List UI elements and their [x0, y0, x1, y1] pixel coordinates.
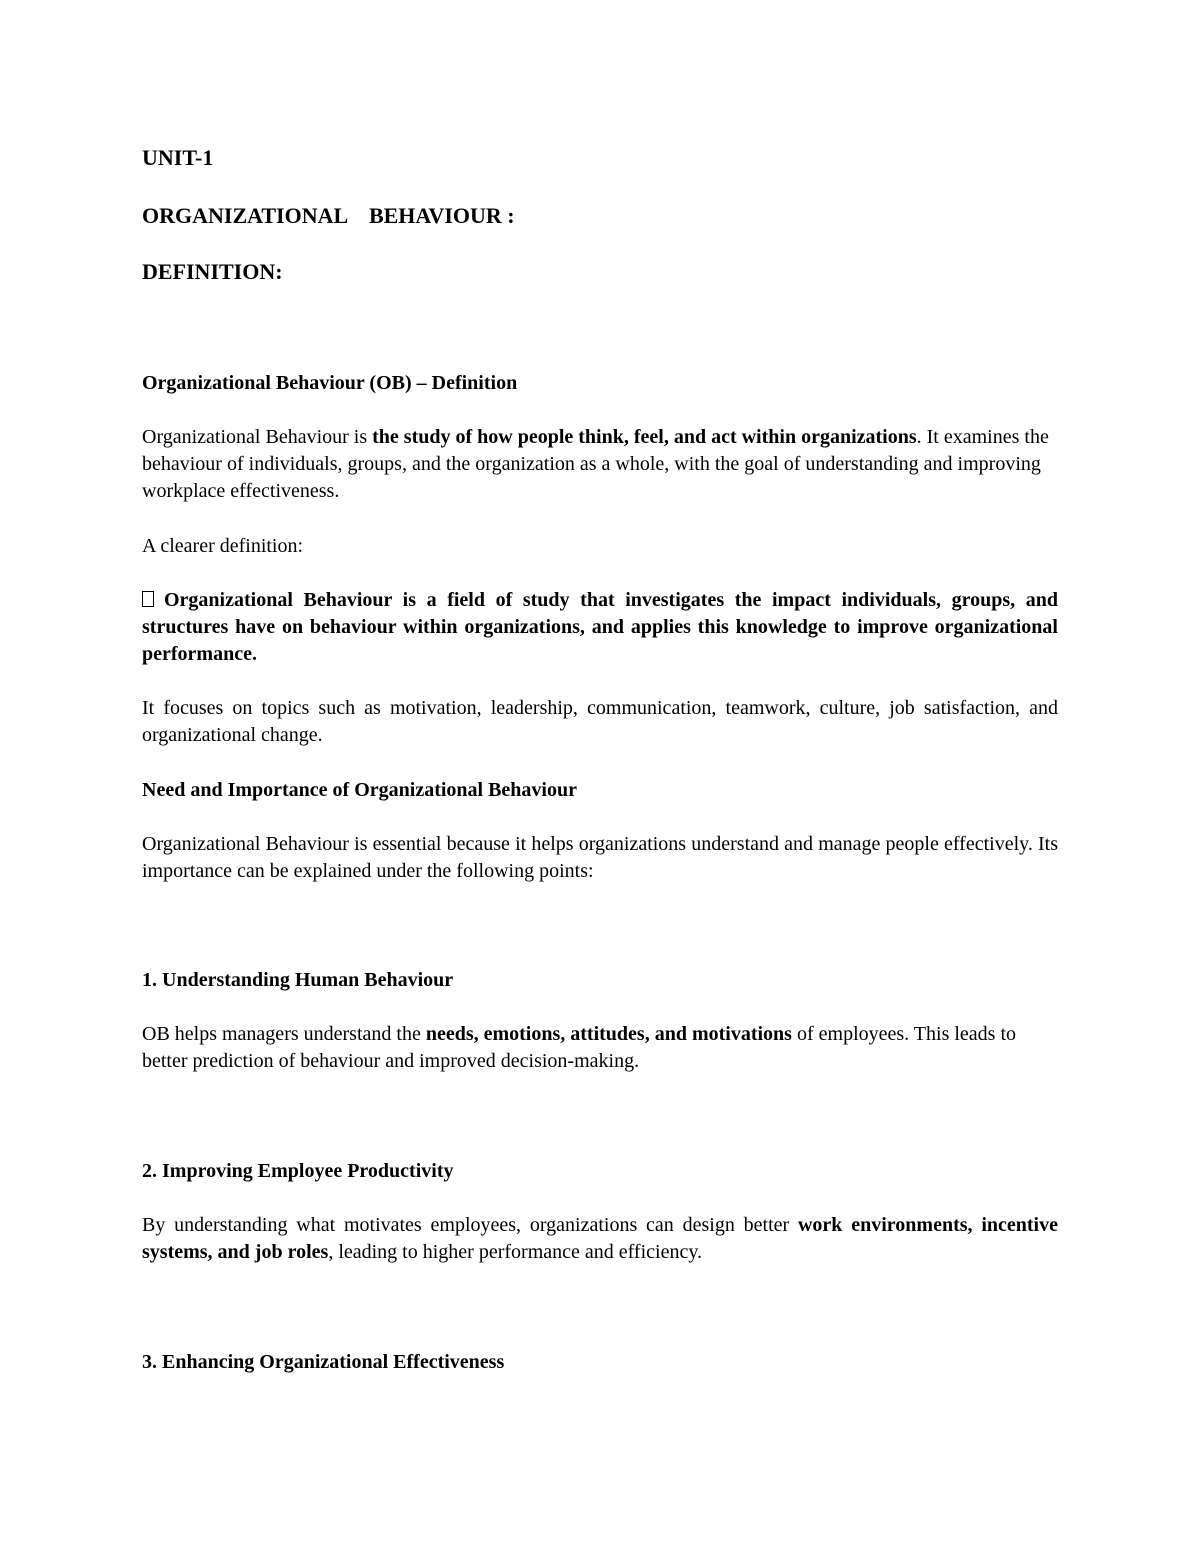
point-2-heading: 2. Improving Employee Productivity — [142, 1160, 454, 1182]
point-3-heading: 3. Enhancing Organizational Effectiveness — [142, 1351, 505, 1373]
bullet-definition — [142, 587, 1058, 668]
bullet-definition-text: Organizational Behaviour is a field of study that investigates the impact individuals, groups, and structures have on behaviour within organizations, and applies this knowledge to improve organizational performance. — [142, 589, 1058, 665]
definition-heading: DEFINITION: — [142, 259, 283, 284]
focus-paragraph: It focuses on topics such as motivation, leadership, communication, teamwork, culture, job satisfaction, and organizational change. — [142, 697, 1058, 746]
unit-heading: UNIT-1 — [142, 145, 214, 170]
ob-para-text-a: Organizational Behaviour is — [142, 426, 373, 448]
clearer-definition-label: A clearer definition: — [142, 535, 304, 557]
point-1-text-c: of employees. This leads to better prediction of behaviour and improved decision-making. — [142, 1023, 1017, 1072]
need-importance-heading: Need and Importance of Organizational Behaviour — [142, 779, 577, 801]
box-bullet-icon — [142, 591, 154, 607]
point-2-text-bold: work environments, incentive systems, and job roles — [142, 1214, 1058, 1263]
point-2-paragraph — [142, 1212, 1058, 1266]
point-1-heading: 1. Understanding Human Behaviour — [142, 969, 454, 991]
point-1-text-a: OB helps managers understand the — [142, 1023, 426, 1045]
point-2-text-c: , leading to higher performance and efficiency. — [328, 1241, 703, 1263]
point-1-text-bold: needs, emotions, attitudes, and motivations — [425, 1023, 792, 1045]
ob-para-text-bold: the study of how people think, feel, and act within organizations — [372, 426, 917, 448]
ob-definition-heading: Organizational Behaviour (OB) – Definition — [142, 372, 518, 394]
ob-definition-paragraph — [142, 424, 1058, 505]
point-2-text-a: By understanding what motivates employees, organizations can design better — [142, 1214, 798, 1236]
ob-para-text-c: . It examines the behaviour of individuals, groups, and the organization as a whole, with the goal of understanding and improving workplace effectiveness. — [142, 426, 1049, 502]
page-title: ORGANIZATIONAL BEHAVIOUR : — [142, 203, 515, 228]
need-importance-paragraph: Organizational Behaviour is essential because it helps organizations understand and manage people effectively. Its importance can be explained under the following points: — [142, 833, 1058, 882]
point-1-paragraph — [142, 1021, 1058, 1075]
